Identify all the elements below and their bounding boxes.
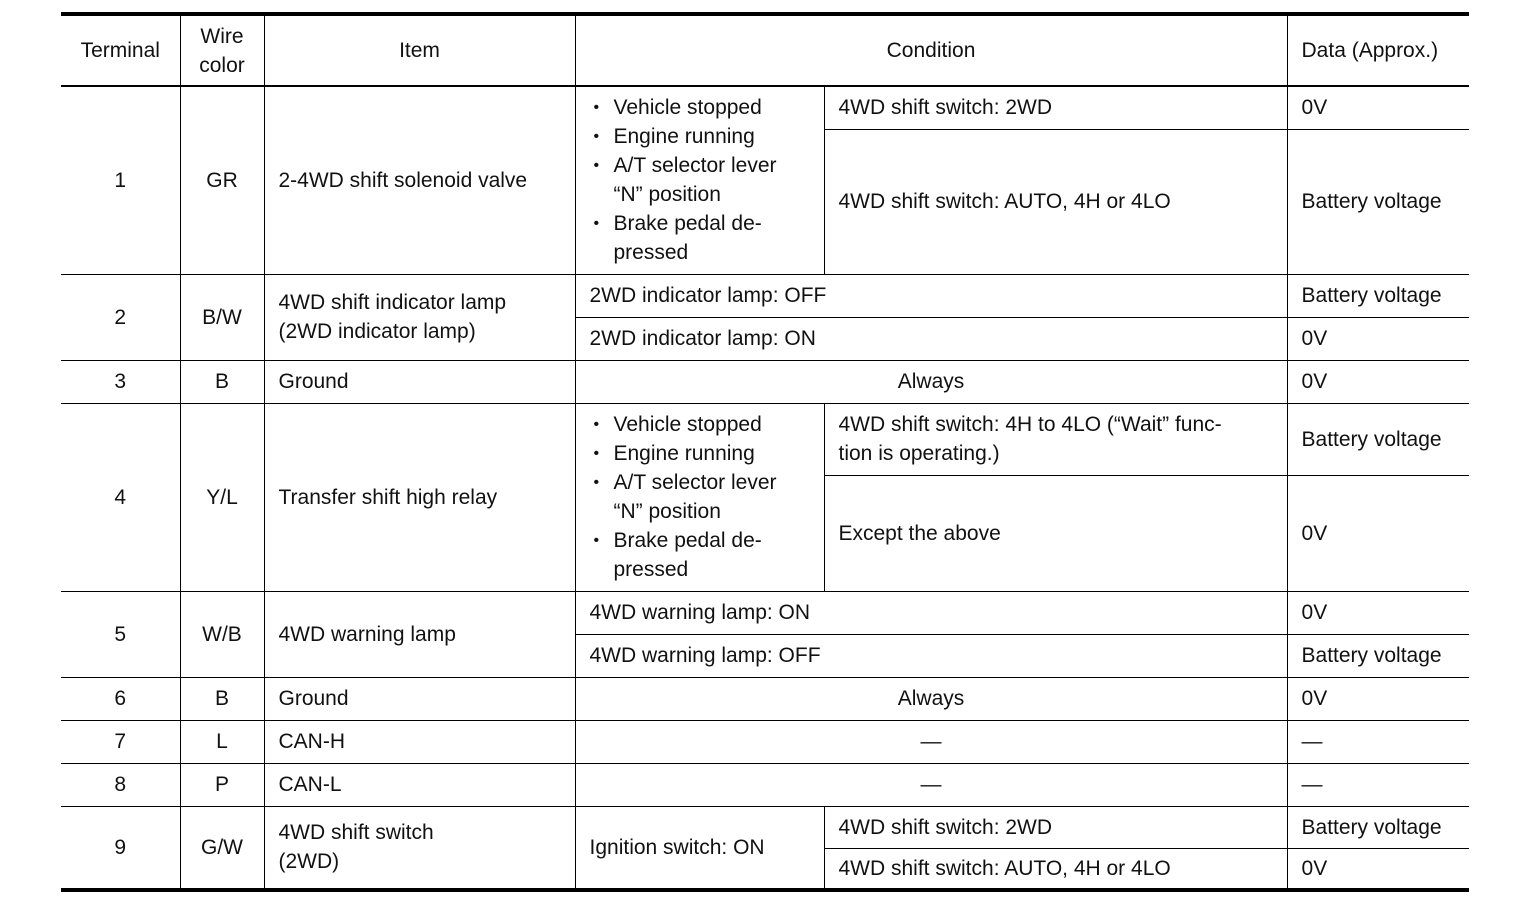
- item-text: 4WD shift switch: [278, 821, 434, 845]
- condition-bullet: • Engine running: [614, 439, 810, 468]
- data-value: 0V: [1287, 317, 1469, 360]
- data-value: Battery voltage: [1287, 806, 1469, 848]
- wire-color: G/W: [180, 806, 264, 890]
- condition-bullet: [614, 209, 810, 267]
- condition-text: pressed: [613, 558, 689, 581]
- condition-cell: Ignition switch: ON: [575, 806, 824, 890]
- wire-color: GR: [180, 86, 264, 274]
- condition-text: “N” position: [613, 183, 721, 207]
- header-item: Item: [264, 14, 575, 86]
- wire-color: B: [180, 360, 264, 403]
- table-row: [61, 763, 1469, 806]
- table-row: [61, 403, 1469, 475]
- wire-color: W/B: [180, 591, 264, 677]
- terminal-number: 2: [61, 274, 180, 360]
- item-cell: [264, 274, 575, 360]
- item-cell: Ground: [264, 677, 575, 720]
- header-data: Data (Approx.): [1287, 14, 1469, 86]
- sub-condition: 4WD shift switch: 2WD: [824, 806, 1287, 848]
- sub-condition: 4WD shift switch: AUTO, 4H or 4LO: [824, 129, 1287, 274]
- terminal-number: 8: [61, 763, 180, 806]
- condition-list-cell: [575, 403, 824, 591]
- condition-bullet: • Engine running: [614, 122, 810, 151]
- sub-condition-text: 4WD shift switch: 4H to 4LO (“Wait” func-: [838, 413, 1222, 436]
- terminal-number: 6: [61, 677, 180, 720]
- table-row: [61, 360, 1469, 403]
- condition-bullet: [614, 526, 810, 584]
- terminal-number: 9: [61, 806, 180, 890]
- wire-color: Y/L: [180, 403, 264, 591]
- data-value: Battery voltage: [1287, 274, 1469, 317]
- item-text: 4WD shift indicator lamp: [278, 291, 507, 314]
- condition-text: • A/T selector lever: [613, 154, 777, 178]
- condition-text: “N” position: [613, 500, 721, 523]
- item-cell: CAN-L: [264, 763, 575, 806]
- item-cell: 4WD warning lamp: [264, 591, 575, 677]
- condition-text: • Brake pedal de-: [613, 212, 762, 236]
- sub-condition: Except the above: [824, 475, 1287, 591]
- header-wire-color: [180, 14, 264, 86]
- terminal-number: 4: [61, 403, 180, 591]
- item-cell: [264, 806, 575, 890]
- terminal-number: 1: [61, 86, 180, 274]
- data-value: 0V: [1287, 475, 1469, 591]
- data-value: 0V: [1287, 591, 1469, 634]
- condition-text: • A/T selector lever: [613, 471, 777, 494]
- data-value: 0V: [1287, 360, 1469, 403]
- condition-bullet: [614, 151, 810, 209]
- data-value: —: [1287, 720, 1469, 763]
- header-terminal: Terminal: [61, 14, 180, 86]
- sub-condition: 4WD shift switch: 2WD: [824, 86, 1287, 129]
- condition-bullet: • Vehicle stopped: [614, 93, 810, 122]
- header-row: [61, 14, 1469, 86]
- condition-bullet: [614, 468, 810, 526]
- data-value: 0V: [1287, 86, 1469, 129]
- wire-color: P: [180, 763, 264, 806]
- table-row: [61, 86, 1469, 129]
- condition-cell: 2WD indicator lamp: ON: [575, 317, 1287, 360]
- condition-cell: 4WD warning lamp: OFF: [575, 634, 1287, 677]
- sub-condition: 4WD shift switch: AUTO, 4H or 4LO: [824, 848, 1287, 890]
- data-value: Battery voltage: [1287, 403, 1469, 475]
- data-value: —: [1287, 763, 1469, 806]
- item-cell: Transfer shift high relay: [264, 403, 575, 591]
- item-cell: 2-4WD shift solenoid valve: [264, 86, 575, 274]
- terminal-number: 3: [61, 360, 180, 403]
- table-row: [61, 720, 1469, 763]
- data-value: Battery voltage: [1287, 129, 1469, 274]
- item-text: (2WD): [278, 850, 340, 874]
- table-row: [61, 274, 1469, 317]
- condition-bullet: • Vehicle stopped: [614, 410, 810, 439]
- condition-cell: 2WD indicator lamp: OFF: [575, 274, 1287, 317]
- condition-text: pressed: [613, 241, 689, 265]
- condition-cell: —: [575, 763, 1287, 806]
- wire-color: B/W: [180, 274, 264, 360]
- wire-color: B: [180, 677, 264, 720]
- condition-cell: —: [575, 720, 1287, 763]
- condition-list: [590, 93, 810, 267]
- sub-condition-text: tion is operating.): [838, 442, 1000, 465]
- data-value: Battery voltage: [1287, 634, 1469, 677]
- condition-cell: 4WD warning lamp: ON: [575, 591, 1287, 634]
- header-wire-line1: Wire: [200, 24, 244, 48]
- table-row: [61, 806, 1469, 848]
- terminal-table: [61, 12, 1469, 892]
- terminal-number: 5: [61, 591, 180, 677]
- condition-cell: Always: [575, 677, 1287, 720]
- condition-text: • Brake pedal de-: [613, 529, 762, 552]
- condition-list: [590, 410, 810, 584]
- data-value: 0V: [1287, 677, 1469, 720]
- table-row: [61, 677, 1469, 720]
- terminal-number: 7: [61, 720, 180, 763]
- wire-color: L: [180, 720, 264, 763]
- data-value: 0V: [1287, 848, 1469, 890]
- condition-list-cell: [575, 86, 824, 274]
- table-row: [61, 591, 1469, 634]
- item-cell: CAN-H: [264, 720, 575, 763]
- header-condition: Condition: [575, 14, 1287, 86]
- condition-cell: Always: [575, 360, 1287, 403]
- sub-condition: [824, 403, 1287, 475]
- header-wire-line2: color: [199, 53, 245, 77]
- item-text: (2WD indicator lamp): [278, 320, 476, 343]
- item-cell: Ground: [264, 360, 575, 403]
